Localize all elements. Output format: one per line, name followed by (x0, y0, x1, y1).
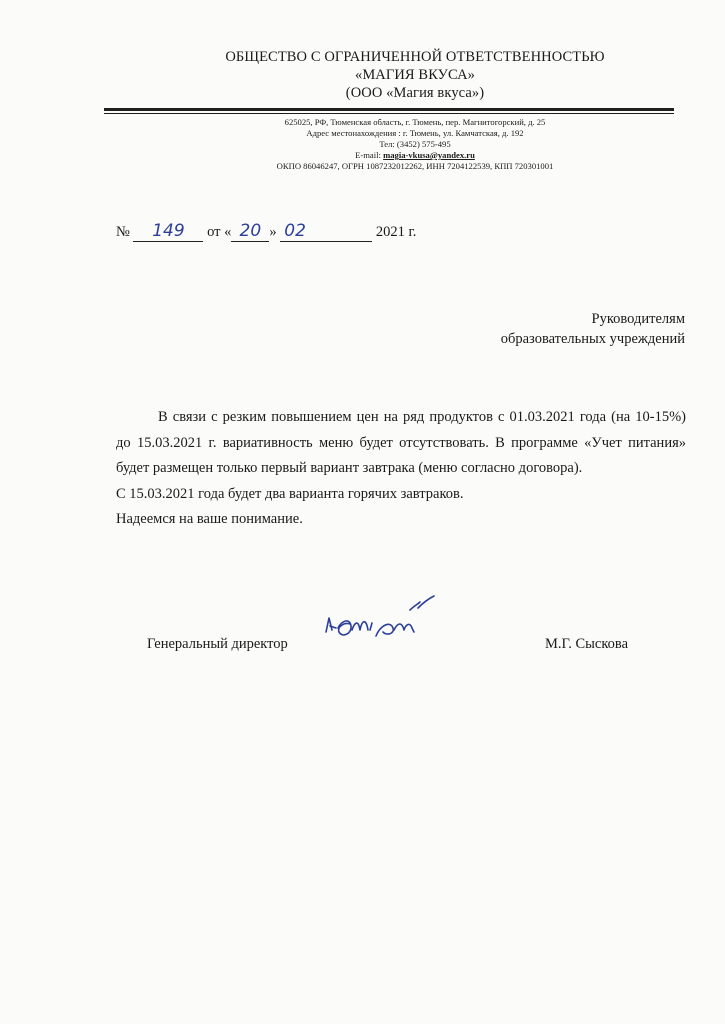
signer-position: Генеральный директор (147, 636, 288, 652)
outgoing-number-field (133, 221, 203, 242)
letterhead-divider-thin (104, 113, 674, 114)
body-line-5: Надеемся на ваше понимание. (116, 511, 303, 527)
outgoing-number: 149 (152, 221, 185, 241)
body-line-2: до 15.03.2021 г. вариативность меню будет отсутствовать. В программе «Учет питания» (116, 434, 686, 451)
org-short-name: (ООО «Магия вкуса») (345, 85, 485, 101)
addressee-line-2: образовательных учреждений (500, 331, 685, 347)
letterhead-divider-thick (104, 108, 674, 111)
org-full-name: ОБЩЕСТВО С ОГРАНИЧЕННОЙ ОТВЕТСТВЕННОСТЬЮ (225, 49, 605, 65)
postal-address: 625025, РФ, Тюменская область, г. Тюмень, пер. Магнитогорский, д. 25 (284, 117, 546, 127)
location-address: Адрес местонахождения : г. Тюмень, ул. Камчатская, д. 192 (306, 128, 524, 138)
date-month: 02 (284, 221, 306, 241)
date-day-field (231, 221, 269, 242)
letter-body (116, 405, 686, 533)
number-sign: № (116, 224, 130, 240)
body-line-4: С 15.03.2021 года будет два варианта горячих завтраков. (116, 485, 464, 502)
date-from-label: от « (207, 224, 232, 240)
letterhead-title (200, 48, 630, 102)
date-close-quote: » (269, 224, 277, 240)
phone-number: Тел: (3452) 575-495 (379, 139, 451, 149)
email-line (200, 150, 630, 161)
addressee-block (501, 309, 685, 349)
date-month-field (280, 221, 372, 242)
body-line-3: будет размещен только первый вариант завтрака (меню согласно договора). (116, 460, 583, 476)
email-label: E-mail: (355, 150, 384, 160)
body-line-1: В связи с резким повышением цен на ряд продуктов с 01.03.2021 года (на 10-15%) (158, 409, 686, 425)
date-year: 2021 г. (375, 224, 417, 240)
addressee-line-1: Руководителям (591, 311, 685, 327)
reference-line (116, 221, 417, 242)
signer-name: М.Г. Сыскова (545, 636, 629, 652)
date-day: 20 (239, 221, 262, 241)
org-brand-name: «МАГИЯ ВКУСА» (354, 67, 476, 83)
registry-codes: ОКПО 86046247, ОГРН 1087232012262, ИНН 7204122539, КПП 720301001 (276, 161, 554, 171)
email-address: magia-vkusa@yandex.ru (383, 150, 475, 160)
letterhead-contacts (200, 117, 630, 172)
handwritten-signature (320, 590, 450, 650)
